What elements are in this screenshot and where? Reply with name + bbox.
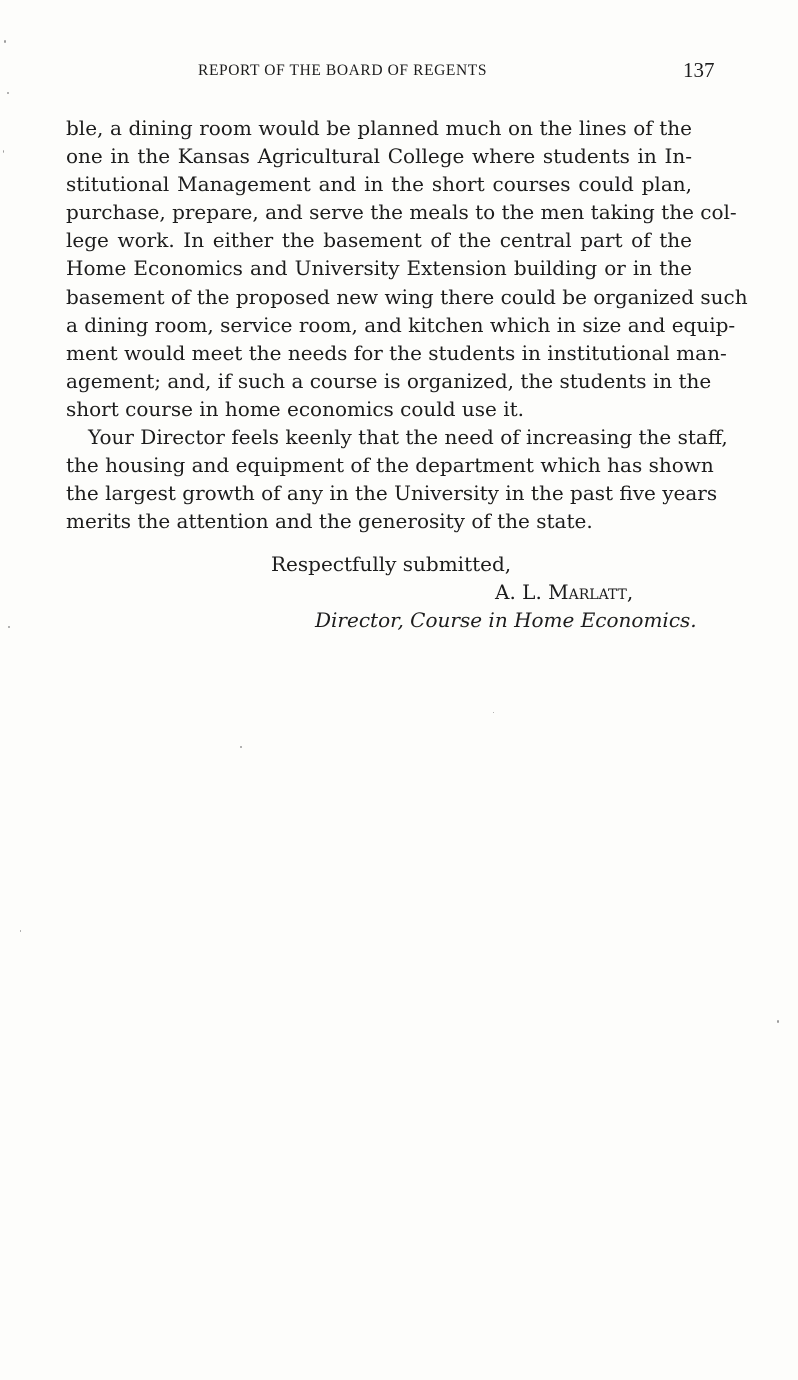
text-line: short course in home economics could use it. — [66, 396, 524, 421]
scan-speck — [493, 712, 494, 713]
valediction: Respectfully submitted, — [271, 552, 512, 576]
text-line: purchase, prepare, and serve the meals to the men taking the col- — [66, 200, 737, 225]
text-line: basement of the proposed new wing there could be organized such — [66, 284, 748, 309]
scan-speck — [7, 92, 9, 94]
text-line: agement; and, if such a course is organized, the students in the — [66, 368, 712, 393]
scan-speck — [20, 930, 21, 932]
body-text — [66, 114, 748, 535]
text-line: the housing and equipment of the department which has shown — [66, 453, 714, 478]
signer-initials: A. L. — [495, 580, 542, 604]
text-line: ble, a dining room would be planned much on the lines of the — [66, 116, 692, 140]
page-number: 137 — [683, 58, 715, 82]
scan-speck — [4, 40, 6, 43]
scan-speck — [8, 626, 10, 628]
scan-speck — [3, 150, 4, 153]
scan-speck — [240, 746, 242, 748]
text-line: one in the Kansas Agricultural College where students in In- — [66, 144, 692, 169]
text-line: stitutional Management and in the short courses could plan, — [66, 172, 692, 197]
text-line: Home Economics and University Extension building or in the — [66, 256, 692, 281]
signature — [495, 580, 633, 604]
text-line: Your Director feels keenly that the need of increasing the staff, — [88, 425, 728, 450]
signer-surname: Marlatt — [548, 580, 627, 604]
text-line: the largest growth of any in the University in the past five years — [66, 481, 718, 506]
scan-speck — [777, 1020, 779, 1023]
paragraph — [66, 423, 728, 535]
text-line: lege work. In either the basement of the central part of the — [66, 228, 692, 253]
text-line: merits the attention and the generosity of the state. — [66, 509, 593, 534]
text-line: ment would meet the needs for the students in institutional man- — [66, 340, 727, 365]
running-head: REPORT OF THE BOARD OF REGENTS — [198, 62, 488, 79]
signer-punctuation: , — [626, 580, 634, 604]
paragraph — [66, 114, 748, 423]
text-line: a dining room, service room, and kitchen which in size and equip- — [66, 312, 736, 337]
signer-title: Director, Course in Home Economics. — [315, 608, 697, 632]
